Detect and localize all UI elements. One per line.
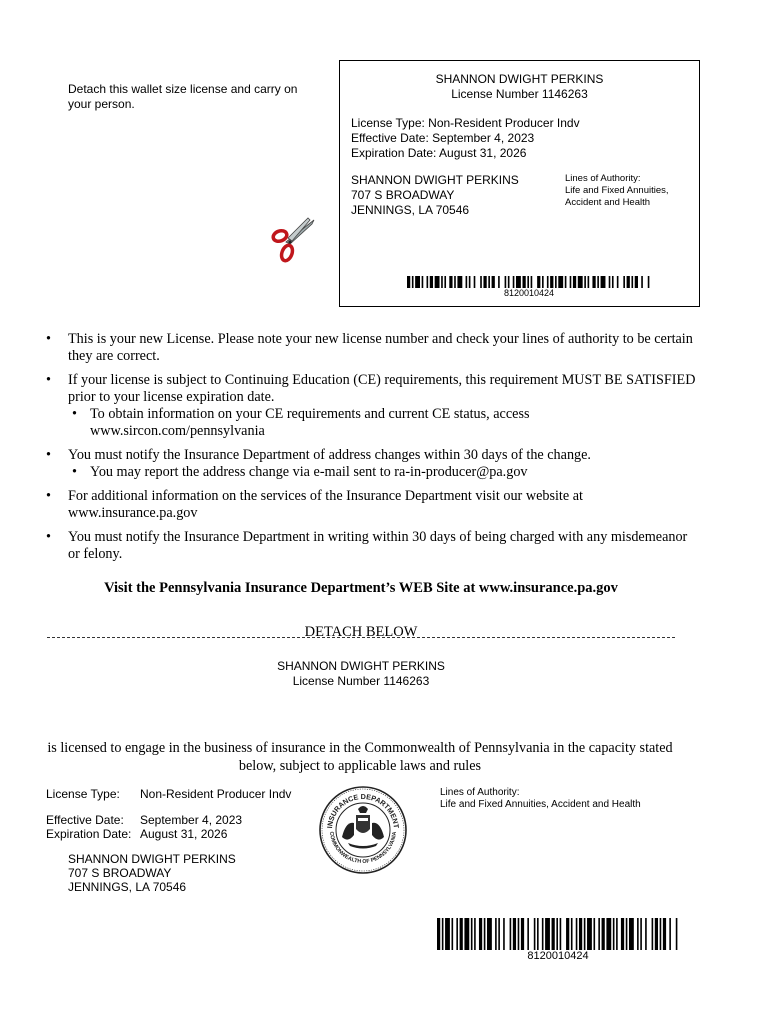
barcode-bar — [552, 918, 555, 950]
barcode-bar — [518, 918, 520, 950]
barcode-bar — [513, 276, 515, 288]
barcode-bar — [637, 918, 639, 950]
barcode-bar — [606, 918, 611, 950]
barcode-bar — [479, 918, 482, 950]
barcode-bar — [660, 918, 662, 950]
seal-bottom-text: COMMONWEALTH OF PENNSYLVANIA — [327, 831, 399, 866]
barcode-bar — [584, 918, 586, 950]
barcode-bar — [483, 276, 486, 288]
card-loa-line1: Life and Fixed Annuities, — [565, 185, 669, 196]
notice-item — [40, 372, 700, 440]
bullet-icon: • — [46, 529, 51, 545]
barcode-bar — [537, 918, 539, 950]
notice-text: You must notify the Insurance Department of address changes within 30 days of the change. — [68, 447, 591, 463]
barcode-bar — [412, 276, 414, 288]
card-barcode — [407, 276, 651, 288]
barcode-bar — [635, 276, 638, 288]
barcode-bar — [445, 918, 450, 950]
barcode-bar — [522, 276, 525, 288]
lower-licensee-name: SHANNON DWIGHT PERKINS — [277, 659, 445, 673]
barcode-bar — [587, 918, 592, 950]
barcode-bar — [626, 918, 628, 950]
lower-address-line2: JENNINGS, LA 70546 — [68, 880, 187, 894]
barcode-bar — [503, 918, 505, 950]
barcode-bar — [627, 276, 630, 288]
card-license-type: License Type: Non-Resident Producer Indv — [351, 116, 580, 130]
barcode-bar — [460, 918, 463, 950]
barcode-bar — [415, 276, 420, 288]
bullet-icon: • — [46, 488, 51, 504]
barcode-bar — [602, 918, 605, 950]
barcode-bar — [471, 918, 473, 950]
barcode-bar — [550, 276, 553, 288]
card-loa-label: Lines of Authority: — [565, 173, 641, 184]
notice-text: You must notify the Insurance Department in writing within 30 days of being charged with any misdemeanor or felony. — [68, 529, 688, 562]
barcode-bar — [547, 276, 549, 288]
barcode-bar — [449, 276, 452, 288]
barcode-bar — [527, 276, 529, 288]
barcode-bar — [407, 276, 410, 288]
barcode-bar — [513, 918, 516, 950]
notice-subtext: You may report the address change via e-mail sent to ra-in-producer@pa.gov — [90, 464, 528, 480]
detach-below-label: DETACH BELOW — [304, 624, 418, 640]
barcode-bar — [531, 276, 533, 288]
notice-text: If your license is subject to Continuing Education (CE) requirements, this requirement MUST BE SATISFIED prior to your license expiration date. — [68, 372, 696, 405]
barcode-bar — [505, 276, 507, 288]
barcode-bar — [640, 918, 642, 950]
barcode-bar — [542, 918, 544, 950]
barcode-bar — [669, 918, 671, 950]
barcode-bar — [474, 276, 476, 288]
barcode-bar — [645, 918, 647, 950]
barcode-bar — [663, 918, 666, 950]
barcode-bar — [621, 918, 624, 950]
barcode-bar — [555, 276, 557, 288]
notice-subtext: To obtain information on your CE requirements and current CE status, access www.sircon.com/pennsylvania — [90, 406, 530, 439]
barcode-bar — [422, 276, 424, 288]
barcode-bar — [612, 276, 614, 288]
barcode-bar — [534, 918, 536, 950]
card-address-line1: 707 S BROADWAY — [351, 188, 455, 202]
barcode-bar — [601, 276, 606, 288]
notice-bullet-list — [40, 331, 700, 570]
bullet-icon: • — [46, 447, 51, 463]
lower-licensee-header — [0, 659, 722, 689]
barcode-bar — [487, 918, 492, 950]
barcode-bar — [452, 918, 454, 950]
scissors-icon — [268, 216, 318, 264]
barcode-bar — [609, 276, 611, 288]
barcode-bar — [648, 276, 650, 288]
bullet-icon: • — [72, 406, 77, 422]
wallet-license-card — [339, 60, 700, 307]
barcode-bar — [617, 276, 619, 288]
barcode-bar — [464, 918, 469, 950]
wallet-instruction: Detach this wallet size license and carry on your person. — [68, 82, 298, 111]
lower-address-line1: 707 S BROADWAY — [68, 866, 172, 880]
barcode-bar — [516, 276, 521, 288]
barcode-bar — [484, 918, 486, 950]
barcode-bar — [492, 276, 495, 288]
barcode-bar — [430, 276, 433, 288]
barcode-bar — [576, 918, 578, 950]
notice-item — [40, 488, 700, 522]
barcode-bar — [510, 918, 512, 950]
barcode-bar — [598, 918, 600, 950]
coat-of-arms-icon — [342, 806, 384, 849]
barcode-bar — [480, 276, 482, 288]
lower-license-type-value: Non-Resident Producer Indv — [140, 787, 292, 801]
barcode-bar — [631, 276, 633, 288]
lower-loa-value: Life and Fixed Annuities, Accident and Health — [440, 799, 641, 810]
lower-effective-value: September 4, 2023 — [140, 813, 243, 827]
barcode-bar — [655, 918, 658, 950]
barcode-bar — [508, 276, 510, 288]
bullet-icon: • — [46, 372, 51, 388]
barcode-bar — [427, 276, 429, 288]
card-license-number: License Number 1146263 — [451, 87, 588, 101]
barcode-bar — [527, 918, 529, 950]
barcode-bar — [676, 918, 678, 950]
card-barcode-number: 8120010424 — [503, 288, 555, 298]
visit-website-line: Visit the Pennsylvania Insurance Department’s WEB Site at www.insurance.pa.gov — [104, 580, 618, 596]
lower-license-type-label: License Type: — [46, 787, 120, 801]
barcode-bar — [623, 276, 625, 288]
lower-address-name: SHANNON DWIGHT PERKINS — [68, 852, 236, 866]
notice-item — [40, 529, 700, 563]
card-licensee-name: SHANNON DWIGHT PERKINS — [435, 72, 604, 86]
notice-subitem — [68, 406, 700, 440]
barcode-bar — [542, 276, 544, 288]
barcode-bar — [469, 276, 471, 288]
barcode-bar — [456, 918, 458, 950]
bullet-icon: • — [46, 331, 51, 347]
barcode-bar — [652, 918, 654, 950]
barcode-bar — [629, 918, 634, 950]
bullet-icon: • — [72, 464, 77, 480]
barcode-bar — [565, 276, 567, 288]
lower-expiration-label: Expiration Date: — [46, 827, 132, 841]
barcode-bar — [578, 276, 583, 288]
lower-loa-label: Lines of Authority: — [440, 787, 520, 798]
card-expiration-date: Expiration Date: August 31, 2026 — [351, 146, 527, 160]
barcode-bar — [579, 918, 582, 950]
barcode-bar — [592, 276, 595, 288]
barcode-bar — [466, 276, 468, 288]
detach-cut-line — [47, 637, 675, 638]
barcode-bar — [457, 276, 462, 288]
barcode-bar — [593, 918, 595, 950]
lower-barcode-bars — [437, 918, 679, 950]
card-address-name: SHANNON DWIGHT PERKINS — [351, 173, 519, 187]
licensed-statement: is licensed to engage in the business of insurance in the Commonwealth of Pennsylvania in the capacity stated below, subject to applicable laws and rules — [47, 740, 673, 774]
lower-effective-label: Effective Date: — [46, 813, 124, 827]
card-effective-date: Effective Date: September 4, 2023 — [351, 131, 535, 145]
card-address-line2: JENNINGS, LA 70546 — [351, 203, 470, 217]
barcode-bar — [498, 918, 500, 950]
barcode-bar — [558, 276, 563, 288]
seal-top-text: INSURANCE DEPARTMENT — [325, 791, 401, 829]
barcode-bar — [556, 918, 558, 950]
barcode-bar — [641, 276, 643, 288]
barcode-bar — [573, 276, 576, 288]
barcode-bar — [495, 918, 497, 950]
barcode-bar — [437, 918, 440, 950]
barcode-bar — [584, 276, 586, 288]
barcode-bar — [444, 276, 446, 288]
barcode-bar — [498, 276, 500, 288]
barcode-bar — [537, 276, 540, 288]
barcode-bar — [613, 918, 615, 950]
barcode-bar — [566, 918, 569, 950]
notice-item — [40, 331, 700, 365]
card-barcode-bars — [407, 276, 651, 288]
notice-subitem — [68, 464, 700, 481]
barcode-bar — [616, 918, 618, 950]
notice-text: For additional information on the services of the Insurance Department visit our website at www.insurance.pa.gov — [68, 488, 583, 521]
lower-license-number: License Number 1146263 — [292, 674, 430, 688]
lower-barcode-number: 8120010424 — [527, 950, 589, 962]
barcode-bar — [442, 918, 444, 950]
barcode-bar — [488, 276, 490, 288]
notice-item — [40, 447, 700, 481]
pa-insurance-department-seal — [318, 785, 408, 875]
barcode-bar — [545, 918, 550, 950]
barcode-bar — [588, 276, 590, 288]
barcode-bar — [570, 276, 572, 288]
barcode-bar — [454, 276, 456, 288]
notice-text: This is your new License. Please note your new license number and check your lines of authority to be certain they are correct. — [68, 331, 693, 364]
barcode-bar — [441, 276, 443, 288]
barcode-bar — [560, 918, 562, 950]
lower-expiration-value: August 31, 2026 — [140, 827, 228, 841]
lower-barcode — [437, 918, 679, 950]
barcode-bar — [571, 918, 573, 950]
barcode-bar — [521, 918, 524, 950]
barcode-bar — [435, 276, 440, 288]
card-loa-line2: Accident and Health — [565, 197, 651, 208]
barcode-bar — [474, 918, 476, 950]
barcode-bar — [597, 276, 599, 288]
